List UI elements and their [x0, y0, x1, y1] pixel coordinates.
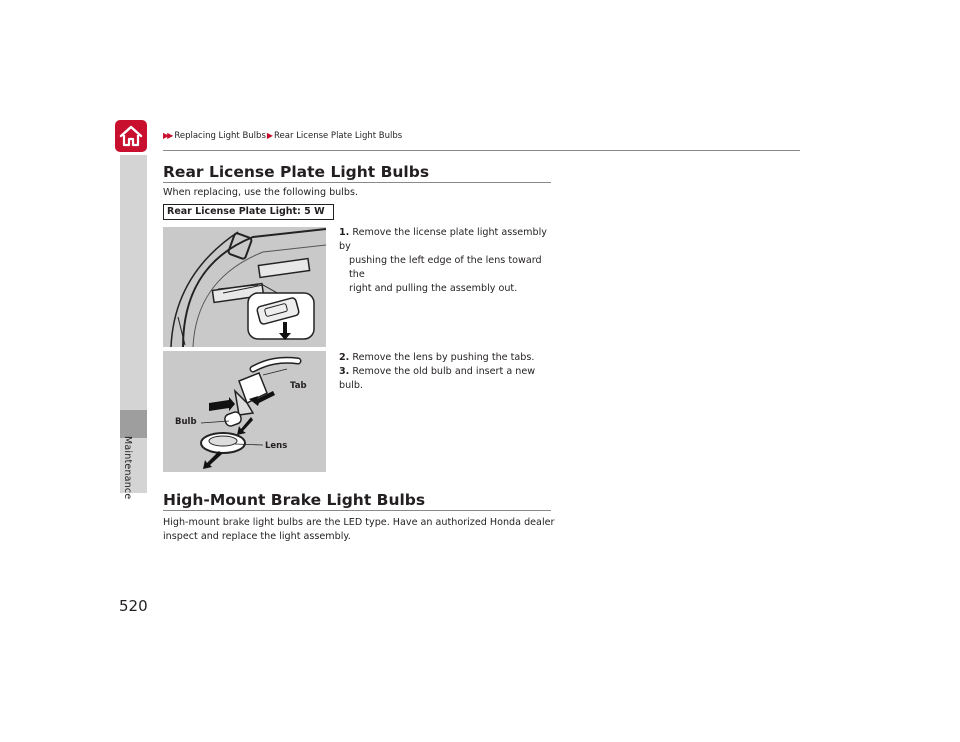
step-text: right and pulling the assembly out. — [349, 283, 518, 294]
section-title-high-mount: High-Mount Brake Light Bulbs — [163, 491, 426, 509]
step-number: 2. — [339, 352, 350, 363]
section-intro: When replacing, use the following bulbs. — [163, 187, 359, 198]
section2-body — [163, 516, 563, 544]
breadcrumb-separator-icon: ▶ — [266, 131, 274, 140]
callout-bulb: Bulb — [175, 417, 197, 427]
callout-lens: Lens — [265, 441, 288, 451]
step-3 — [339, 365, 554, 393]
section-title-license-plate: Rear License Plate Light Bulbs — [163, 163, 430, 181]
breadcrumb-arrow-icon: ▶▶ — [163, 131, 172, 140]
section-title-divider — [163, 510, 551, 511]
step-2 — [339, 351, 554, 365]
step-1 — [339, 226, 554, 296]
step-text: pushing the left edge of the lens toward the — [349, 255, 542, 280]
home-button[interactable] — [115, 120, 147, 152]
header-divider — [163, 150, 800, 151]
page-number: 520 — [119, 597, 148, 615]
body-line: High-mount brake light bulbs are the LED type. Have an authorized Honda dealer — [163, 517, 555, 528]
license-plate-light-illustration — [163, 227, 326, 347]
sidebar-section-tab[interactable] — [120, 410, 147, 438]
step-text: Remove the lens by pushing the tabs. — [352, 352, 535, 363]
home-icon — [115, 120, 147, 152]
sidebar-section-label[interactable]: Maintenance — [122, 436, 133, 500]
section-title-divider — [163, 182, 551, 183]
body-line: inspect and replace the light assembly. — [163, 531, 351, 542]
breadcrumb-parent[interactable]: Replacing Light Bulbs — [174, 131, 266, 141]
breadcrumb-current: Rear License Plate Light Bulbs — [274, 131, 403, 141]
callout-tab: Tab — [290, 381, 307, 391]
step-number: 1. — [339, 227, 350, 238]
step-number: 3. — [339, 366, 350, 377]
breadcrumb — [163, 131, 402, 141]
bulb-lens-tab-illustration — [163, 351, 326, 472]
bulb-spec-box: Rear License Plate Light: 5 W — [163, 204, 334, 220]
step-text: Remove the license plate light assembly by — [339, 227, 547, 252]
step-text: Remove the old bulb and insert a new bulb. — [339, 366, 536, 391]
